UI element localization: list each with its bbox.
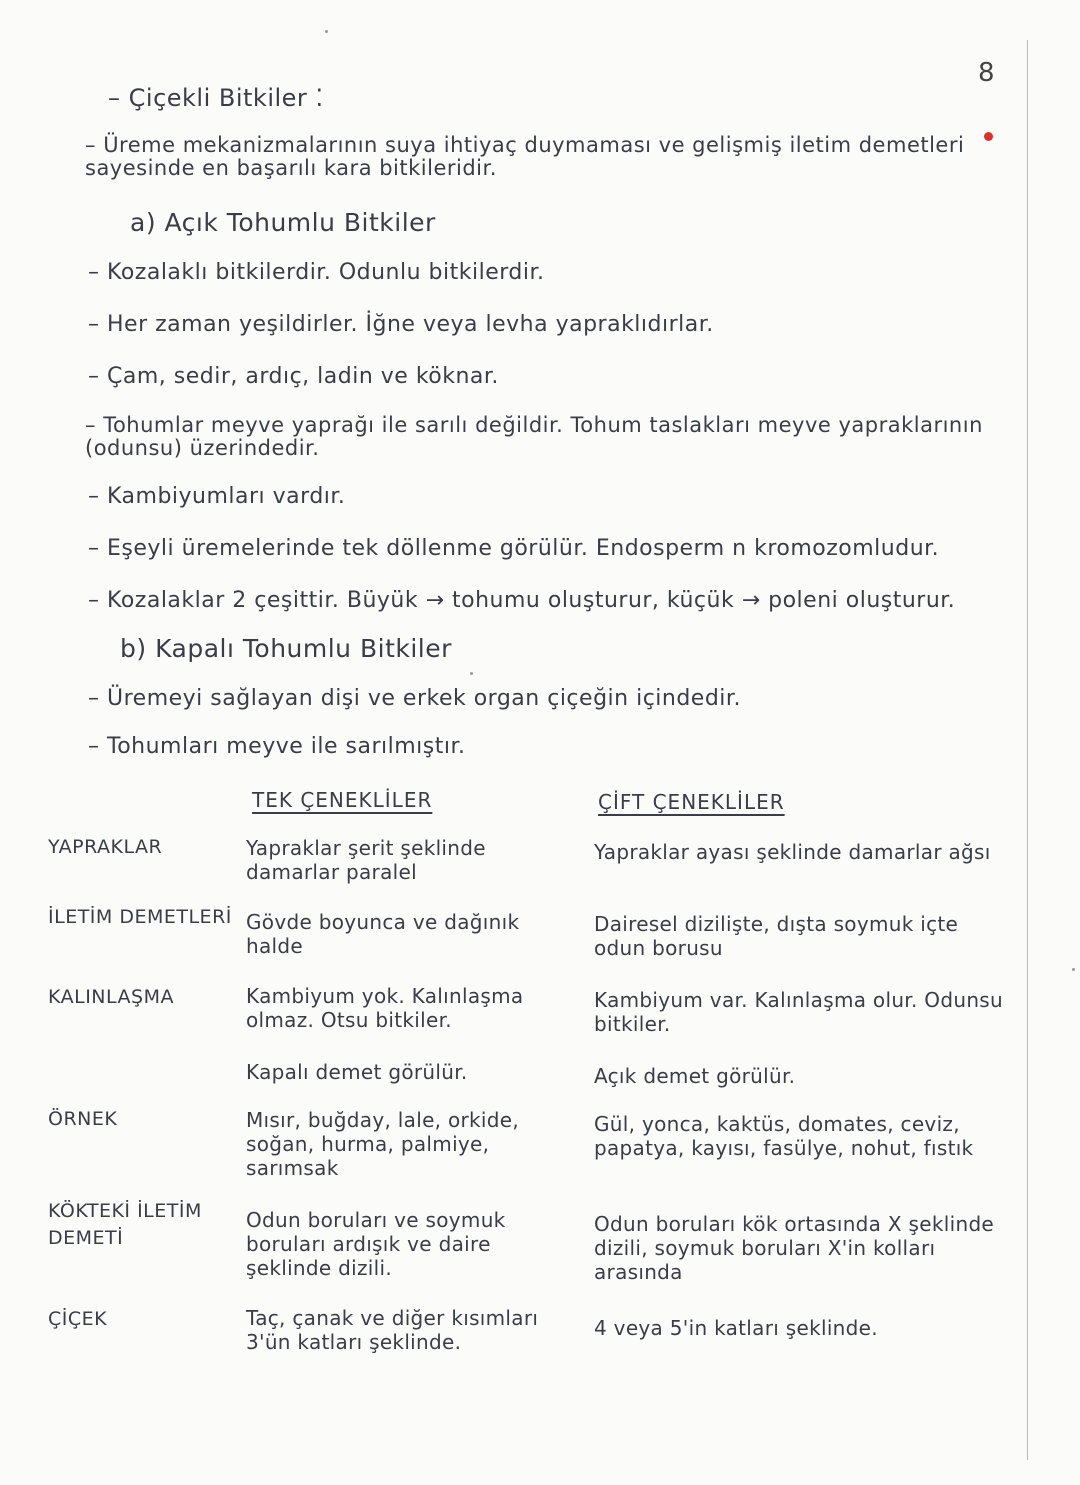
section-a-item: – Çam, sedir, ardıç, ladin ve köknar.	[88, 364, 499, 389]
section-a-item: – Kozalaklar 2 çeşittir. Büyük → tohumu oluşturur, küçük → poleni oluşturur.	[88, 588, 956, 613]
section-a-item: – Kambiyumları vardır.	[88, 484, 346, 509]
cell-monocot-thickening: Kambiyum yok. Kalınlaşma olmaz. Otsu bitkiler.	[246, 984, 524, 1032]
section-b-title: b) Kapalı Tohumlu Bitkiler	[120, 634, 452, 663]
cell-dicot-flower: 4 veya 5'in katları şeklinde.	[594, 1316, 878, 1340]
page-heading: – Çiçekli Bitkiler ⁚	[108, 84, 324, 112]
row-label-flower: ÇİÇEK	[48, 1308, 108, 1330]
cell-monocot-examples: Mısır, buğday, lale, orkide, soğan, hurma, palmiye, sarımsak	[246, 1108, 520, 1180]
paper-speck	[325, 30, 328, 33]
section-a-title: a) Açık Tohumlu Bitkiler	[130, 208, 436, 237]
row-label-leaves: YAPRAKLAR	[48, 836, 163, 858]
row-label-vascular-bundles: İLETİM DEMETLERİ	[48, 906, 232, 928]
cell-dicot-thickening: Kambiyum var. Kalınlaşma olur. Odunsu bitkiler.	[594, 988, 1003, 1036]
row-label-thickening: KALINLAŞMA	[48, 986, 174, 1008]
cell-monocot-vascular: Gövde boyunca ve dağınık halde	[246, 910, 520, 958]
column-header-monocots: TEK ÇENEKLİLER	[252, 788, 433, 812]
row-label-examples: ÖRNEK	[48, 1108, 118, 1130]
cell-monocot-flower: Taç, çanak ve diğer kısımları 3'ün katları şeklinde.	[246, 1306, 539, 1354]
cell-dicot-vascular: Dairesel dizilişte, dışta soymuk içte odun borusu	[594, 912, 959, 960]
section-a-item: – Her zaman yeşildirler. İğne veya levha yapraklıdırlar.	[88, 312, 714, 337]
section-a-item: – Eşeyli üremelerinde tek döllenme görülür. Endosperm n kromozomludur.	[88, 536, 940, 561]
section-b-item: – Üremeyi sağlayan dişi ve erkek organ çiçeğin içindedir.	[88, 686, 741, 711]
paper-speck	[1072, 968, 1075, 971]
cell-dicot-leaves: Yapraklar ayası şeklinde damarlar ağsı	[594, 840, 991, 864]
paper-speck	[470, 672, 473, 675]
cell-monocot-leaves: Yapraklar şerit şeklinde damarlar paralel	[246, 836, 486, 884]
cell-dicot-root: Odun boruları kök ortasında X şeklinde dizili, soymuk boruları X'in kolları arasında	[594, 1212, 995, 1284]
row-label-root-vascular: KÖKTEKİ İLETİM DEMETİ	[48, 1200, 202, 1249]
cell-dicot-bundle-type: Açık demet görülür.	[594, 1064, 796, 1088]
section-a-item: – Kozalaklı bitkilerdir. Odunlu bitkilerdir.	[88, 260, 545, 285]
page-number: 8	[978, 58, 995, 88]
column-header-dicots: ÇİFT ÇENEKLİLER	[598, 790, 785, 814]
intro-paragraph: – Üreme mekanizmalarının suya ihtiyaç duymaması ve gelişmiş iletim demetleri sayesinde en başarılı kara bitkileridir.	[85, 133, 965, 180]
section-a-item: – Tohumlar meyve yaprağı ile sarılı değildir. Tohum taslakları meyve yapraklarının (odunsu) üzerindedir.	[85, 413, 983, 460]
cell-dicot-examples: Gül, yonca, kaktüs, domates, ceviz, papatya, kayısı, fasülye, nohut, fıstık	[594, 1112, 974, 1160]
cell-monocot-bundle-type: Kapalı demet görülür.	[246, 1060, 468, 1084]
section-b-item: – Tohumları meyve ile sarılmıştır.	[88, 734, 466, 759]
cell-monocot-root: Odun boruları ve soymuk boruları ardışık ve daire şeklinde dizili.	[246, 1208, 506, 1280]
margin-line	[1027, 40, 1028, 1460]
